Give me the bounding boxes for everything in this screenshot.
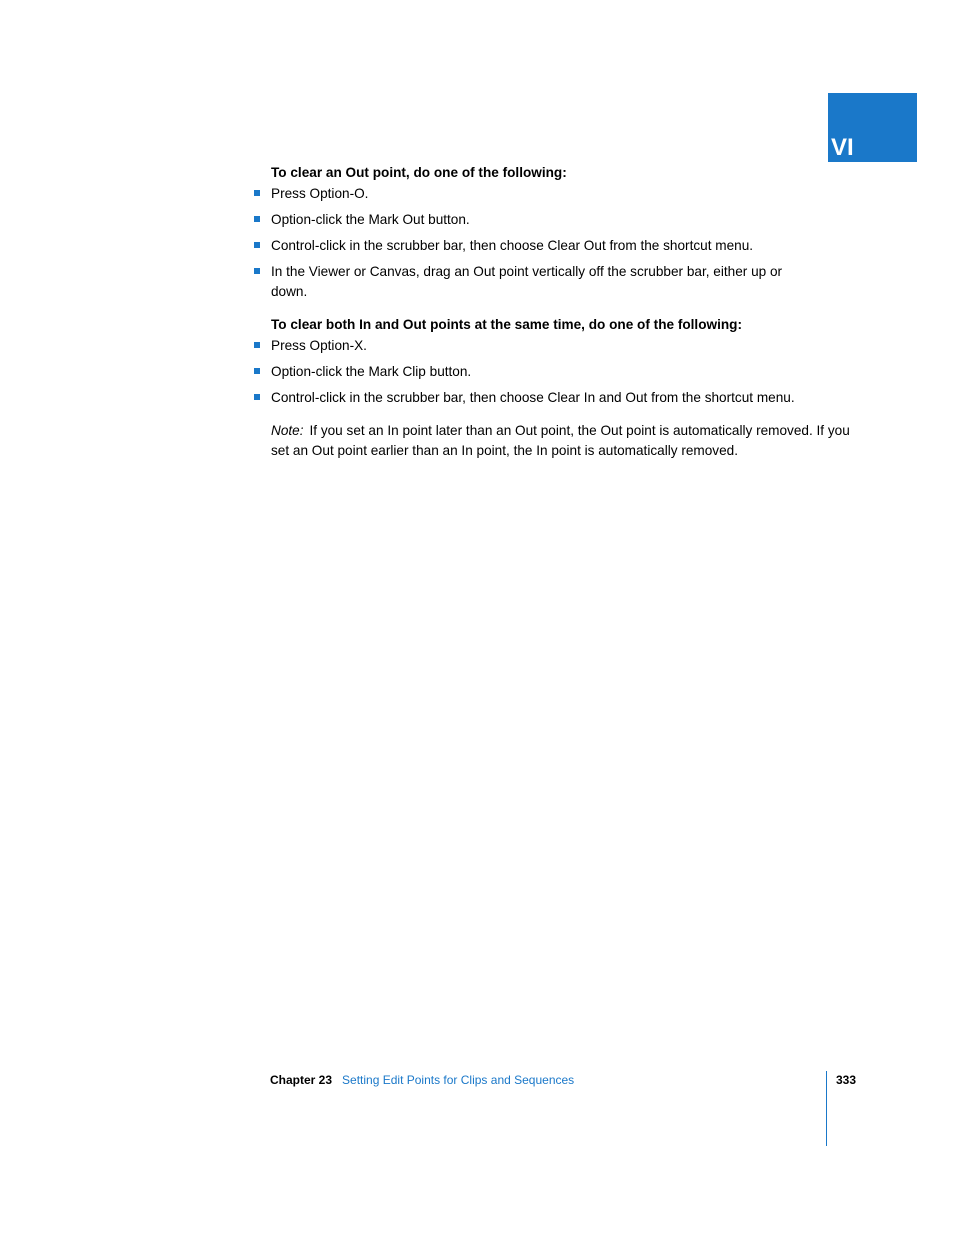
section1-list (271, 184, 851, 302)
footer-chapter-title[interactable]: Setting Edit Points for Clips and Sequences (342, 1073, 575, 1087)
note-text: If you set an In point later than an Out point, the Out point is automatically removed. If you set an Out point earlier than an In point, the In point is automatically removed. (271, 423, 850, 458)
list-item (271, 362, 851, 382)
footer-divider (826, 1071, 827, 1146)
list-item-text: Press Option-O. (271, 186, 369, 201)
list-item-text: Option-click the Mark Clip button. (271, 364, 472, 379)
list-item (271, 210, 851, 230)
list-item (271, 184, 851, 204)
list-item (271, 262, 801, 302)
section1-lead: To clear an Out point, do one of the following: (271, 165, 567, 180)
bullet-square-icon (254, 368, 260, 374)
main-content (271, 164, 851, 461)
bullet-square-icon (254, 268, 260, 274)
part-tab (828, 93, 917, 162)
bullet-square-icon (254, 342, 260, 348)
list-item (271, 336, 851, 356)
bullet-square-icon (254, 190, 260, 196)
bullet-square-icon (254, 242, 260, 248)
list-item-text: Control-click in the scrubber bar, then choose Clear Out from the shortcut menu. (271, 238, 754, 253)
note-paragraph (271, 421, 851, 461)
section2-list (271, 336, 851, 408)
part-tab-label: VI (831, 134, 854, 161)
section2-lead: To clear both In and Out points at the same time, do one of the following: (271, 317, 743, 332)
list-item (271, 236, 851, 256)
list-item (271, 388, 851, 408)
page-footer (270, 1072, 574, 1088)
list-item-text: Control-click in the scrubber bar, then choose Clear In and Out from the shortcut menu. (271, 390, 795, 405)
note-label: Note: (271, 423, 304, 438)
footer-chapter: Chapter 23 (270, 1073, 333, 1087)
page-number: 333 (836, 1073, 857, 1087)
list-item-text: Option-click the Mark Out button. (271, 212, 470, 227)
bullet-square-icon (254, 216, 260, 222)
list-item-text: Press Option-X. (271, 338, 367, 353)
list-item-text: In the Viewer or Canvas, drag an Out point vertically off the scrubber bar, either up or down. (271, 264, 783, 299)
bullet-square-icon (254, 394, 260, 400)
